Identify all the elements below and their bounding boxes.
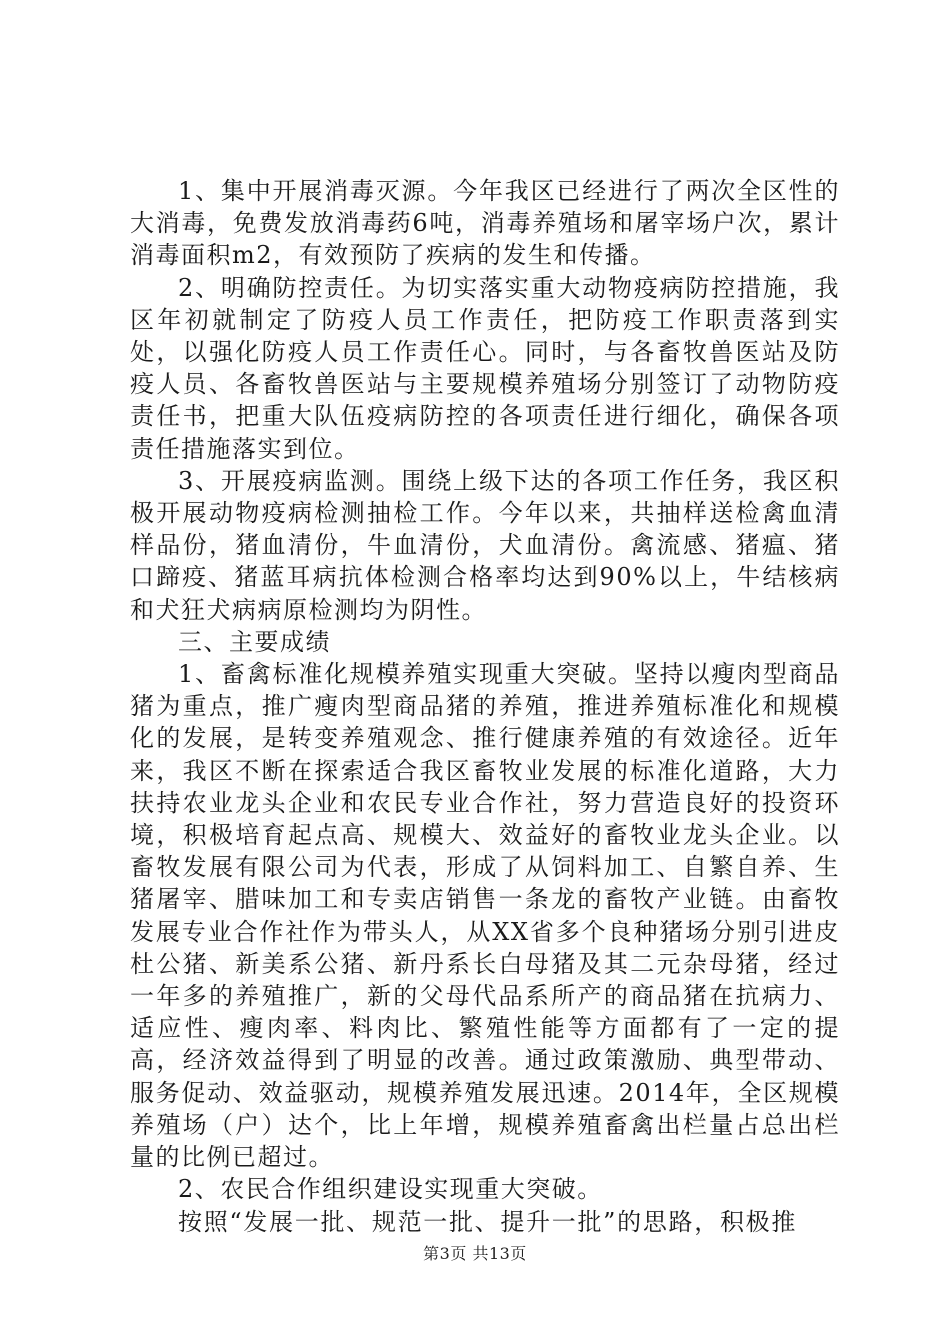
paragraph-cooperatives-body: 按照“发展一批、规范一批、提升一批”的思路，积极推 (178, 1207, 798, 1236)
paragraph-responsibility: 2、明确防控责任。为切实落实重大动物疫病防控措施，我区年初就制定了防疫人员工作责任，把防疫工作职责落到实处，以强化防疫人员工作责任心。同时，与各畜牧兽医站及防疫人员、各畜牧兽医站与主要规模养殖场分别签订了动物防疫责任书，把重大队伍疫病防控的各项责任进行细化，确保各项责任措施落实到位。 (130, 273, 840, 463)
document-body (130, 175, 840, 1238)
paragraph-standardization: 1、畜禽标准化规模养殖实现重大突破。坚持以瘦肉型商品猪为重点，推广瘦肉型商品猪的养殖，推进养殖标准化和规模化的发展，是转变养殖观念、推行健康养殖的有效途径。近年来，我区不断在探索适合我区畜牧业发展的标准化道路，大力扶持农业龙头企业和农民专业合作社，努力营造良好的投资环境，积极培育起点高、规模大、效益好的畜牧业龙头企业。以畜牧发展有限公司为代表，形成了从饲料加工、自繁自养、生猪屠宰、腊味加工和专卖店销售一条龙的畜牧产业链。由畜牧发展专业合作社作为带头人，从XX省多个良种猪场分别引进皮杜公猪、新美系公猪、新丹系长白母猪及其二元杂母猪，经过一年多的养殖推广，新的父母代品系所产的商品猪在抗病力、适应性、瘦肉率、料肉比、繁殖性能等方面都有了一定的提高，经济效益得到了明显的改善。通过政策激励、典型带动、服务促动、效益驱动，规模养殖发展迅速。2014年，全区规模养殖场（户）达个，比上年增，规模养殖畜禽出栏量占总出栏量的比例已超过。 (130, 660, 840, 1172)
page-footer: 第3页 共13页 (423, 1244, 527, 1263)
section-heading-achievements: 三、主要成绩 (178, 627, 331, 656)
paragraph-disinfection: 1、集中开展消毒灭源。今年我区已经进行了两次全区性的大消毒，免费发放消毒药6吨，消毒养殖场和屠宰场户次，累计消毒面积m2，有效预防了疾病的发生和传播。 (130, 177, 840, 270)
paragraph-monitoring: 3、开展疫病监测。围绕上级下达的各项工作任务，我区积极开展动物疫病检测抽检工作。今年以来，共抽样送检禽血清样品份，猪血清份，牛血清份，犬血清份。禽流感、猪瘟、猪口蹄疫、猪蓝耳病抗体检测合格率均达到90%以上，牛结核病和犬狂犬病病原检测均为阴性。 (130, 466, 840, 624)
paragraph-cooperatives-heading: 2、农民合作组织建设实现重大突破。 (178, 1175, 603, 1204)
